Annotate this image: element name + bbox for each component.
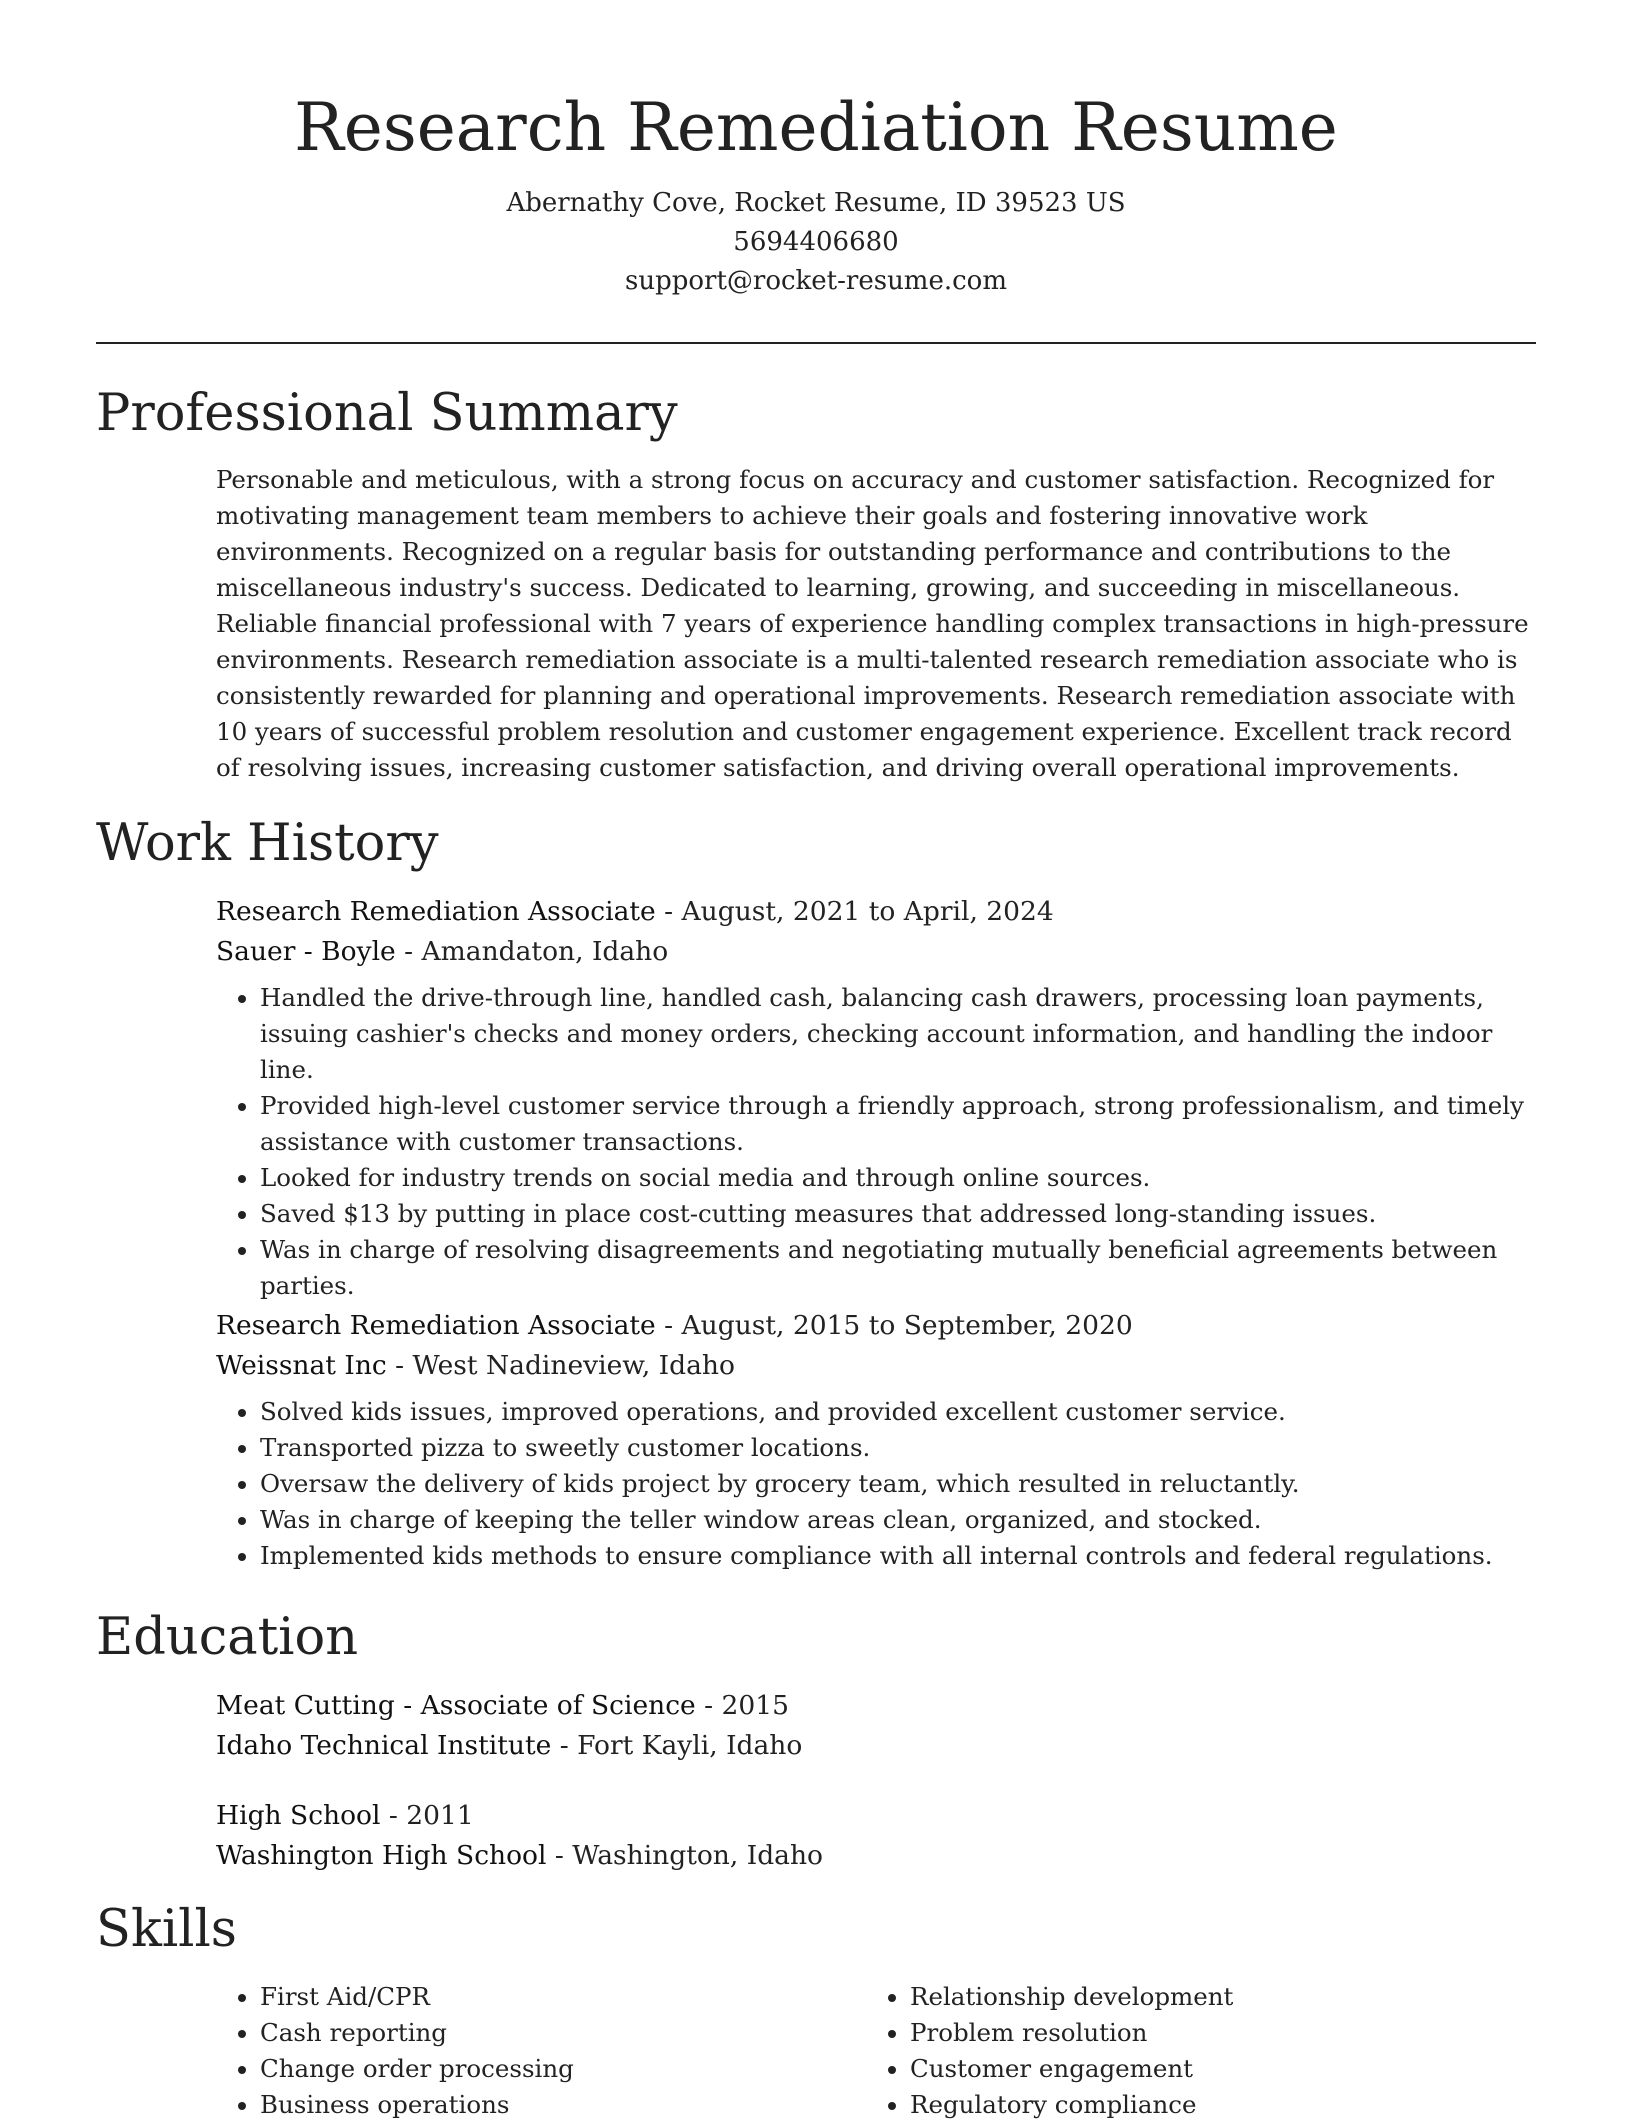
education-degree: Meat Cutting - Associate of Science [216,1690,696,1721]
summary-text: Personable and meticulous, with a strong focus on accuracy and customer satisfaction. Recognized for motivating management team members to achieve their goals and fostering innovative work environments. Recognized on a regular basis for outstanding performance and contributions to the miscellaneous industry's success. Dedicated to learning, growing, and succeeding in miscellaneous. Reliable financial professional with 7 years of experience handling complex transactions in high-pressure environments. Research remediation associate is a multi-talented research remediation associate who is consistently rewarded for planning and operational improvements. Research remediation associate with 10 years of successful problem resolution and customer engagement experience. Excellent track record of resolving issues, increasing customer satisfaction, and driving overall operational improvements. [216,465,1529,782]
job-company: Sauer - Boyle [216,936,396,967]
list-item: • Change order processing [260,2051,856,2087]
education-degree-line [216,1796,1538,1836]
list-item: • Looked for industry trends on social media and through online sources. [260,1160,1538,1196]
list-item: • Transported pizza to sweetly customer locations. [260,1430,1538,1466]
education-entry [216,1796,1538,1876]
skills-column-right [866,1979,1506,2123]
list-item: • Saved $13 by putting in place cost-cutting measures that addressed long-standing issues. [260,1196,1538,1232]
job-title-line [216,892,1538,932]
list-item: • Regulatory compliance [910,2087,1506,2123]
skills-list [216,1979,856,2123]
job-company-line [216,1346,1538,1386]
section-title-work-history: Work History [96,814,439,873]
job-company-line [216,932,1538,972]
education-degree-line [216,1686,1538,1726]
education-school: Washington High School [216,1840,547,1871]
skills-list [866,1979,1506,2123]
education-school-line [216,1836,1538,1876]
list-item: • Customer engagement [910,2051,1506,2087]
job-location: - Amandaton, Idaho [395,936,669,967]
education-year: - 2015 [695,1690,789,1721]
list-item: • Solved kids issues, improved operations, and provided excellent customer service. [260,1394,1538,1430]
list-item: • Business operations [260,2087,856,2123]
education-school: Idaho Technical Institute [216,1730,552,1761]
job-location: - West Nadineview, Idaho [386,1350,735,1381]
job-role: Research Remediation Associate [216,1310,656,1341]
job-entry [216,1306,1538,1574]
job-bullets [216,980,1538,1304]
education-school-line [216,1726,1538,1766]
phone: 5694406680 [733,227,899,257]
education-location: - Fort Kayli, Idaho [551,1730,803,1761]
contact-info [0,184,1632,301]
list-item: • Handled the drive-through line, handled cash, balancing cash drawers, processing loan payments, issuing cashier's checks and money orders, checking account information, and handling the indoor line. [260,980,1538,1088]
header-divider [96,342,1536,344]
education-location: - Washington, Idaho [546,1840,823,1871]
job-entry [216,892,1538,1304]
job-dates: - August, 2021 to April, 2024 [655,896,1054,927]
list-item: • Was in charge of resolving disagreements and negotiating mutually beneficial agreements between parties. [260,1232,1538,1304]
section-title-education: Education [96,1608,359,1667]
list-item: • Cash reporting [260,2015,856,2051]
summary-block [216,462,1538,786]
section-title-skills: Skills [96,1900,237,1959]
address: Abernathy Cove, Rocket Resume, ID 39523 US [506,188,1126,218]
job-role: Research Remediation Associate [216,896,656,927]
email: support@rocket-resume.com [624,266,1007,296]
education-year: - 2011 [380,1800,474,1831]
list-item: • Relationship development [910,1979,1506,2015]
education-degree: High School [216,1800,381,1831]
resume-title: Research Remediation Resume [294,89,1338,166]
list-item: • Problem resolution [910,2015,1506,2051]
section-title-summary: Professional Summary [96,384,678,443]
list-item: • First Aid/CPR [260,1979,856,2015]
job-bullets [216,1394,1538,1574]
list-item: • Oversaw the delivery of kids project by grocery team, which resulted in reluctantly. [260,1466,1538,1502]
resume-header [0,0,1632,301]
job-company: Weissnat Inc [216,1350,387,1381]
skills-column-left [216,1979,856,2123]
job-dates: - August, 2015 to September, 2020 [655,1310,1133,1341]
skills-block [216,1979,1538,2119]
list-item: • Was in charge of keeping the teller window areas clean, organized, and stocked. [260,1502,1538,1538]
list-item: • Provided high-level customer service through a friendly approach, strong professionalism, and timely assistance with customer transactions. [260,1088,1538,1160]
list-item: • Implemented kids methods to ensure compliance with all internal controls and federal regulations. [260,1538,1538,1574]
job-title-line [216,1306,1538,1346]
education-entry [216,1686,1538,1766]
